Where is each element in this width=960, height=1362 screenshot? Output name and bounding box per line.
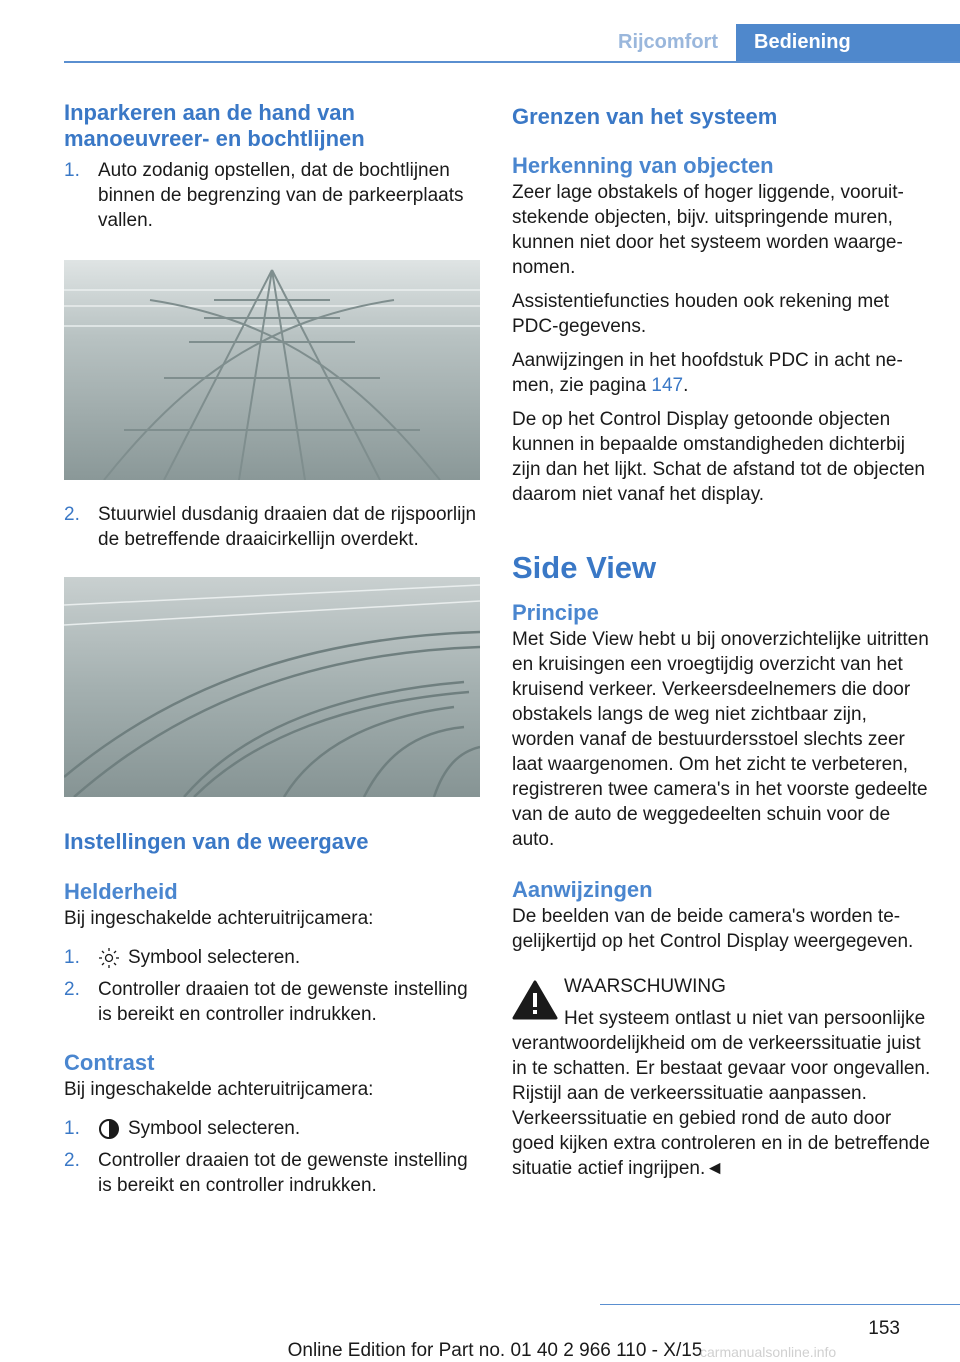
brightness-step-2 bbox=[64, 977, 482, 1027]
notes-text: De beelden van de beide camera's worden tegelijkertijd op het Control Display weergegeven. bbox=[512, 906, 914, 952]
step-number: 1. bbox=[64, 947, 80, 968]
object-detection-heading: Herkenning van objecten bbox=[512, 153, 774, 178]
warning-label: WAARSCHUWING bbox=[564, 976, 726, 997]
step-number: 1. bbox=[64, 1118, 80, 1139]
header-divider bbox=[64, 61, 960, 63]
pdc-note-end: . bbox=[683, 375, 689, 396]
edition-info: Online Edition for Part no. 01 40 2 966 110 - X/15 bbox=[287, 1340, 703, 1361]
system-limits-heading: Grenzen van het systeem bbox=[512, 104, 778, 129]
brightness-sun-icon bbox=[98, 947, 120, 969]
step-text: Controller draaien tot de gewenste instelling is bereikt en controller indrukken. bbox=[98, 1150, 468, 1196]
step-1 bbox=[64, 158, 482, 233]
step-number: 2. bbox=[64, 504, 80, 525]
principle-text: Met Side View hebt u bij onoverzichtelijke uitritten en kruisingen een vroegtijdig overzicht van het kruisend verkeer. Verkeersdeelnemers die door obstakels langs de weg niet zichtbaar zijn, worden vanaf de bestuurdersstoel slechts zeer laat waargenomen. Om het zicht te verbeteren, registreren twee camera's in het voorste gedeelte van de auto de weggedeelten schuin voor de auto. bbox=[512, 629, 929, 850]
warning-text: Het systeem ontlast u niet van persoonlijke verantwoordelijkheid om de verkeerssituatie juist in te schatten. Er bestaat gevaar voor ongevallen. Rijstijl aan de verkeerssituatie aanpassen. Verkeerssituatie en gebied rond de auto door goed kijken extra controleren en in de betreffende situatie actief ingrijpen.◄ bbox=[512, 1008, 931, 1179]
notes-heading: Aanwijzingen bbox=[512, 877, 653, 902]
brightness-step-1 bbox=[64, 945, 482, 970]
camera-image-track-line bbox=[64, 577, 480, 797]
step-text: Controller draaien tot de gewenste instelling is bereikt en controller indrukken. bbox=[98, 979, 468, 1025]
header-chapter-tab: Bediening bbox=[736, 24, 960, 61]
display-settings-heading: Instellingen van de weergave bbox=[64, 829, 369, 854]
right-column bbox=[512, 100, 932, 1181]
contrast-step-2 bbox=[64, 1148, 482, 1198]
brightness-heading: Helderheid bbox=[64, 879, 178, 904]
display-distance-text: De op het Control Display getoonde objecten kunnen in bepaalde omstandigheden dichterbij zijn dan het lijkt. Schat de afstand tot de objecten daarom niet vanaf het display. bbox=[512, 409, 925, 505]
footer-divider bbox=[600, 1304, 960, 1305]
warning-triangle-icon bbox=[512, 980, 558, 1020]
page-147-link[interactable]: 147 bbox=[651, 375, 684, 396]
contrast-step-1 bbox=[64, 1116, 482, 1141]
watermark: carmanualsonline.info bbox=[700, 1344, 837, 1360]
contrast-intro: Bij ingeschakelde achteruitrijcamera: bbox=[64, 1079, 374, 1100]
step-text: Symbool selecteren. bbox=[128, 1118, 301, 1139]
step-text: Stuurwiel dusdanig draaien dat de rijspoorlijn de betreffende draaicirkellijn overdekt. bbox=[98, 504, 477, 550]
step-text: Auto zodanig opstellen, dat de bochtlijnen binnen de begrenzing van de parkeerplaats vallen. bbox=[98, 160, 464, 231]
parking-lines-heading: Inparkeren aan de hand van manoeuvreer- en bochtlijnen bbox=[64, 100, 365, 151]
brightness-intro: Bij ingeschakelde achteruitrijcamera: bbox=[64, 908, 374, 929]
step-number: 2. bbox=[64, 979, 80, 1000]
page-number: 153 bbox=[868, 1318, 900, 1339]
warning-block bbox=[512, 974, 932, 1181]
step-number: 1. bbox=[64, 160, 80, 181]
pdc-note bbox=[512, 348, 932, 398]
side-view-heading: Side View bbox=[512, 550, 657, 585]
camera-image-turning-lines bbox=[64, 260, 480, 480]
step-2 bbox=[64, 502, 482, 552]
step-text: Symbool selecteren. bbox=[128, 947, 301, 968]
header-section-tab: Rijcomfort bbox=[618, 31, 718, 53]
contrast-heading: Contrast bbox=[64, 1050, 155, 1075]
pdc-note-text: Aanwijzingen in het hoofdstuk PDC in acht nemen, zie pagina bbox=[512, 350, 903, 396]
contrast-half-circle-icon bbox=[98, 1118, 120, 1140]
left-column bbox=[64, 100, 482, 1198]
step-number: 2. bbox=[64, 1150, 80, 1171]
assist-functions-text: Assistentiefuncties houden ook rekening met PDC-gegevens. bbox=[512, 291, 890, 337]
object-detection-text: Zeer lage obstakels of hoger liggende, vooruitstekende objecten, bijv. uitspringende muren, kunnen niet door het systeem worden waargenomen. bbox=[512, 182, 904, 278]
principle-heading: Principe bbox=[512, 600, 599, 625]
